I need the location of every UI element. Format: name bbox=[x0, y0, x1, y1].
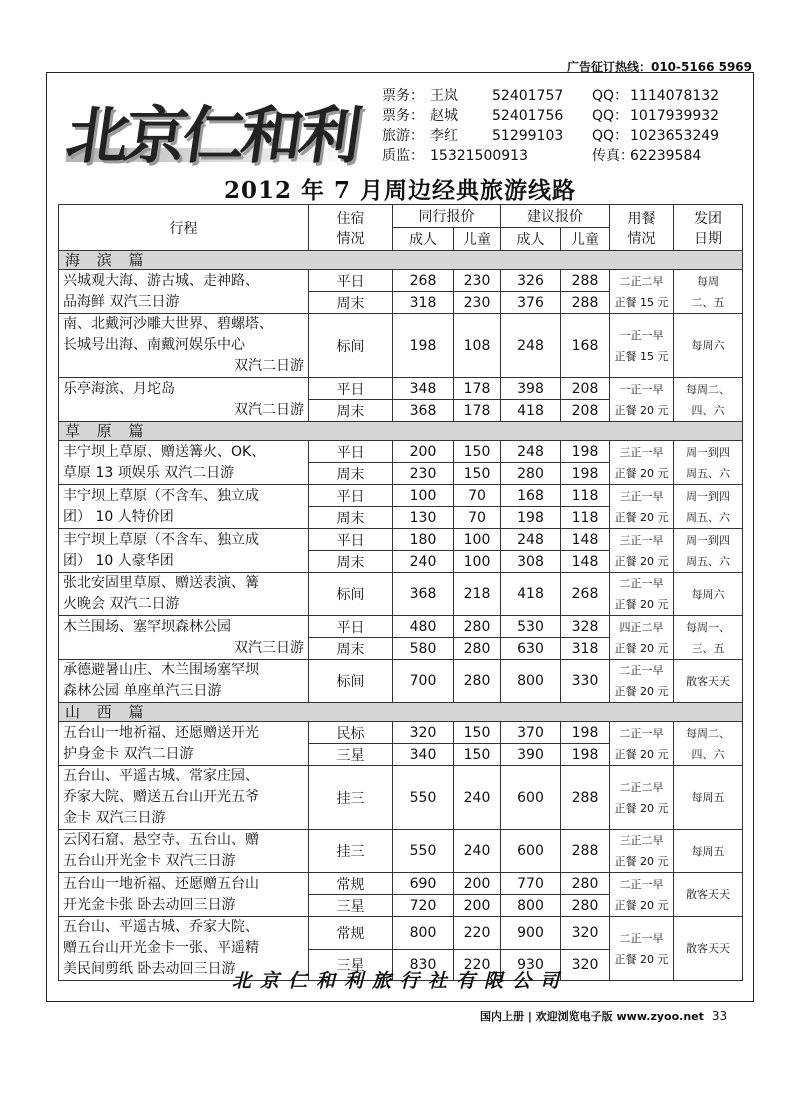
table-row: 张北安固里草原、赠送表演、篝 火晚会 双汽二日游 标间 368 218 418 268 二正一早 正餐 20 元 每周六 bbox=[59, 573, 743, 616]
meal-cell: 一正一早 正餐 20 元 bbox=[610, 378, 674, 422]
contact-qq-label: QQ： bbox=[592, 128, 629, 144]
page-footer bbox=[480, 1008, 727, 1024]
route-cell: 丰宁坝上草原、赠送篝火、OK、 草原 13 项娱乐 双汽二日游 bbox=[59, 441, 309, 485]
table-row: 乐亭海滨、月坨岛 双汽二日游 平日 348 178 398 208 一正一早 正餐 20 元 每周二、 四、六 bbox=[59, 378, 743, 400]
route-cell: 五台山、平遥古城、常家庄园、 乔家大院、赠送五台山开光五爷 金卡 双汽三日游 bbox=[59, 766, 309, 830]
meal-cell: 二正一早 正餐 20 元 bbox=[610, 917, 674, 981]
table-row: 承德避暑山庄、木兰围场塞罕坝 森林公园 单座单汽三日游 标间 700 280 800 330 二正一早 正餐 20 元 散客天天 bbox=[59, 660, 743, 703]
col-meal: 用餐 情况 bbox=[610, 205, 674, 251]
route-cell: 五台山、平遥古城、乔家大院、 赠五台山开光金卡一张、平遥精 美民间剪纸 卧去动回三日游 bbox=[59, 917, 309, 981]
contact-fax: 62239584 bbox=[630, 148, 702, 164]
meal-cell: 四正二早 正餐 20 元 bbox=[610, 616, 674, 660]
col-stay: 住宿 情况 bbox=[309, 205, 393, 251]
col-peer-price: 同行报价 bbox=[393, 205, 501, 228]
table-row: 五台山、平遥古城、乔家大院、 赠五台山开光金卡一张、平遥精 美民间剪纸 卧去动回三日游 常规 800 220 900 320 二正一早 正餐 20 元 散客天天 bbox=[59, 917, 743, 950]
contact-name: 15321500913 bbox=[430, 148, 528, 164]
meal-cell: 二正二早 正餐 20 元 bbox=[610, 766, 674, 830]
table-row: 周末 230 150 280 198 bbox=[59, 463, 743, 485]
meal-cell: 三正二早 正餐 20 元 bbox=[610, 830, 674, 873]
section-header: 山 西 篇 bbox=[59, 703, 743, 722]
table-row: 丰宁坝上草原、赠送篝火、OK、 草原 13 项娱乐 双汽二日游 平日 200 150 248 198 三正一早 正餐 20 元 周一到四 周五、六 bbox=[59, 441, 743, 463]
route-cell: 承德避暑山庄、木兰围场塞罕坝 森林公园 单座单汽三日游 bbox=[59, 660, 309, 703]
contact-name: 王岚 bbox=[430, 88, 458, 104]
section-header: 海 滨 篇 bbox=[59, 251, 743, 270]
meal-cell: 三正一早 正餐 20 元 bbox=[610, 529, 674, 573]
contact-label: 旅游： bbox=[382, 128, 424, 144]
table-row: 丰宁坝上草原（不含车、独立成 团） 10 人豪华团 平日 180 100 248 148 三正一早 正餐 20 元 周一到四 周五、六 bbox=[59, 529, 743, 551]
contact-phone: 52401757 bbox=[492, 88, 564, 104]
route-price-table bbox=[58, 204, 743, 981]
contact-phone: 51299103 bbox=[492, 128, 564, 144]
meal-cell: 二正一早 正餐 20 元 bbox=[610, 573, 674, 616]
table-row: 五台山、平遥古城、常家庄园、 乔家大院、赠送五台山开光五爷 金卡 双汽三日游 挂三 550 240 600 288 二正二早 正餐 20 元 每周五 bbox=[59, 766, 743, 830]
route-cell: 丰宁坝上草原（不含车、独立成 团） 10 人特价团 bbox=[59, 485, 309, 529]
date-cell: 每周六 bbox=[674, 573, 743, 616]
col-child: 儿童 bbox=[454, 228, 501, 251]
table-row: 南、北戴河沙雕大世界、碧螺塔、 长城号出海、南戴河娱乐中心 双汽二日游 标间 198 108 248 168 一正一早 正餐 15 元 每周六 bbox=[59, 314, 743, 378]
contact-qq-label: QQ： bbox=[592, 88, 629, 104]
date-cell: 散客天天 bbox=[674, 660, 743, 703]
date-cell: 每周五 bbox=[674, 766, 743, 830]
route-cell: 乐亭海滨、月坨岛 双汽二日游 bbox=[59, 378, 309, 422]
date-cell: 每周二、 四、六 bbox=[674, 378, 743, 422]
contact-label: 票务： bbox=[382, 88, 424, 104]
table-row: 周末 580 280 630 318 bbox=[59, 638, 743, 660]
date-cell: 周一到四 周五、六 bbox=[674, 529, 743, 573]
company-logo bbox=[62, 82, 362, 170]
contact-qq-label: QQ： bbox=[592, 108, 629, 124]
col-adult: 成人 bbox=[393, 228, 454, 251]
table-row: 三星 720 200 800 280 bbox=[59, 895, 743, 917]
col-adult: 成人 bbox=[501, 228, 561, 251]
meal-cell: 三正一早 正餐 20 元 bbox=[610, 441, 674, 485]
table-row: 三星 830 220 930 320 bbox=[59, 949, 743, 981]
meal-cell: 二正一早 正餐 20 元 bbox=[610, 722, 674, 766]
table-row: 木兰围场、塞罕坝森林公园 双汽三日游 平日 480 280 530 328 四正二早 正餐 20 元 每周一、 三、五 bbox=[59, 616, 743, 638]
meal-cell: 一正一早 正餐 15 元 bbox=[610, 314, 674, 378]
contact-label: 质监： bbox=[382, 148, 424, 164]
date-cell: 周一到四 周五、六 bbox=[674, 485, 743, 529]
contact-name: 赵城 bbox=[430, 108, 458, 124]
col-suggest-price: 建议报价 bbox=[501, 205, 610, 228]
table-row: 五台山一地祈福、还愿赠五台山 开光金卡张 卧去动回三日游 常规 690 200 770 280 二正一早 正餐 20 元 散客天天 bbox=[59, 873, 743, 895]
date-cell: 每周六 bbox=[674, 314, 743, 378]
table-row: 周末 240 100 308 148 bbox=[59, 551, 743, 573]
logo-text: 北京仁和利 bbox=[62, 99, 363, 172]
col-route: 行程 bbox=[59, 205, 309, 251]
contact-fax-label: 传真： bbox=[592, 148, 634, 164]
route-cell: 丰宁坝上草原（不含车、独立成 团） 10 人豪华团 bbox=[59, 529, 309, 573]
meal-cell: 二正一早 正餐 20 元 bbox=[610, 873, 674, 917]
ad-hotline: 广告征订热线：010-5166 5969 bbox=[566, 60, 752, 74]
route-cell: 云冈石窟、悬空寺、五台山、赠 五台山开光金卡 双汽三日游 bbox=[59, 830, 309, 873]
footer-text: 国内上册 | 欢迎浏览电子版 www.zyoo.net bbox=[480, 1010, 704, 1023]
date-cell: 每周二、 四、六 bbox=[674, 722, 743, 766]
route-cell: 兴城观大海、游古城、走神路、 品海鲜 双汽三日游 bbox=[59, 270, 309, 314]
date-cell: 散客天天 bbox=[674, 873, 743, 917]
route-cell: 张北安固里草原、赠送表演、篝 火晚会 双汽二日游 bbox=[59, 573, 309, 616]
date-cell: 每周 二、五 bbox=[674, 270, 743, 314]
route-cell: 五台山一地祈福、还愿赠送开光 护身金卡 双汽二日游 bbox=[59, 722, 309, 766]
route-cell: 南、北戴河沙雕大世界、碧螺塔、 长城号出海、南戴河娱乐中心 双汽二日游 bbox=[59, 314, 309, 378]
table-row: 周末 130 70 198 118 bbox=[59, 507, 743, 529]
col-date: 发团 日期 bbox=[674, 205, 743, 251]
table-row: 丰宁坝上草原（不含车、独立成 团） 10 人特价团 平日 100 70 168 118 三正一早 正餐 20 元 周一到四 周五、六 bbox=[59, 485, 743, 507]
table-row: 云冈石窟、悬空寺、五台山、赠 五台山开光金卡 双汽三日游 挂三 550 240 600 288 三正二早 正餐 20 元 每周五 bbox=[59, 830, 743, 873]
col-child: 儿童 bbox=[561, 228, 610, 251]
date-cell: 周一到四 周五、六 bbox=[674, 441, 743, 485]
page-title: 2012 年 7 月周边经典旅游线路 bbox=[223, 177, 577, 204]
contact-label: 票务： bbox=[382, 108, 424, 124]
header-row bbox=[59, 205, 743, 228]
contact-qq: 1023653249 bbox=[630, 128, 720, 144]
meal-cell: 二正一早 正餐 20 元 bbox=[610, 660, 674, 703]
table-row: 兴城观大海、游古城、走神路、 品海鲜 双汽三日游 平日 268 230 326 288 二正二早 正餐 15 元 每周 二、五 bbox=[59, 270, 743, 292]
table-row: 周末 318 230 376 288 bbox=[59, 292, 743, 314]
contact-qq: 1114078132 bbox=[630, 88, 720, 104]
date-cell: 散客天天 bbox=[674, 917, 743, 981]
table-row: 三星 340 150 390 198 bbox=[59, 744, 743, 766]
contact-name: 李红 bbox=[430, 128, 458, 144]
date-cell: 每周五 bbox=[674, 830, 743, 873]
page-number: 33 bbox=[711, 1009, 728, 1023]
meal-cell: 二正二早 正餐 15 元 bbox=[610, 270, 674, 314]
section-header: 草 原 篇 bbox=[59, 422, 743, 441]
contact-phone: 52401756 bbox=[492, 108, 564, 124]
company-name: 北京仁和利旅行社有限公司 bbox=[231, 970, 568, 992]
table-row: 周末 368 178 418 208 bbox=[59, 400, 743, 422]
contact-qq: 1017939932 bbox=[630, 108, 720, 124]
route-cell: 五台山一地祈福、还愿赠五台山 开光金卡张 卧去动回三日游 bbox=[59, 873, 309, 917]
route-cell: 木兰围场、塞罕坝森林公园 双汽三日游 bbox=[59, 616, 309, 660]
date-cell: 每周一、 三、五 bbox=[674, 616, 743, 660]
meal-cell: 三正一早 正餐 20 元 bbox=[610, 485, 674, 529]
table-row: 五台山一地祈福、还愿赠送开光 护身金卡 双汽二日游 民标 320 150 370 198 二正一早 正餐 20 元 每周二、 四、六 bbox=[59, 722, 743, 744]
